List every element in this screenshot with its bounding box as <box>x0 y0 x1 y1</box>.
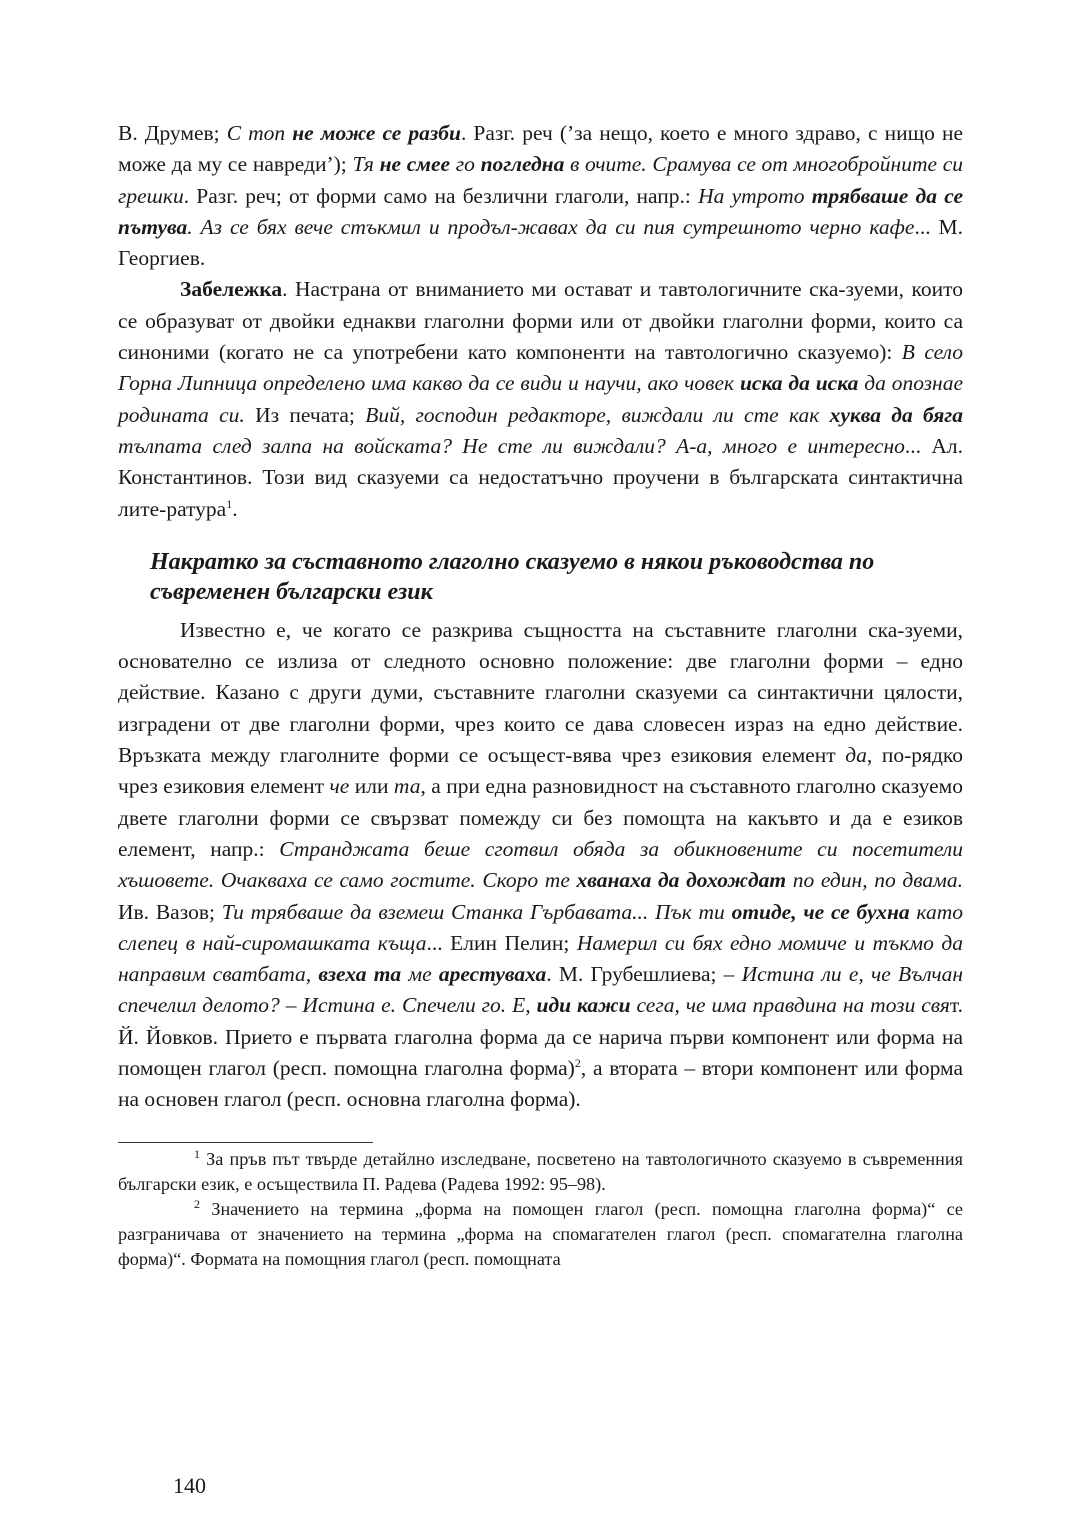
text-run: . Разг. реч; от форми само на безлични глаголи, напр.: <box>183 183 699 208</box>
text-run: Намерил си бях едно момиче и тъкмо да направим сватбата, <box>118 930 963 987</box>
text-run: Значението на термина „форма на помощен глагол (респ. помощна глаголна форма)“ се разграничава от значението на термина „форма на спомагателен глагол (респ. спомагателна глаголна форма)“. Формата на помощния глагол (респ. помощната <box>118 1198 963 1269</box>
section-heading: Накратко за съставното глаголно сказуемо в някои ръководства по съвременен български език <box>150 548 875 605</box>
text-run: В. Друмев; <box>118 121 227 145</box>
text-run: по един, по двама. <box>786 868 963 893</box>
text-run: иска да иска <box>739 371 859 396</box>
text-run: като слепец в най-сиромашката къща <box>118 899 963 955</box>
text-run: го <box>450 152 481 177</box>
text-run: Ив. Вазов; <box>118 899 222 924</box>
text-run: , а втората – втори компонент или форма на основен глагол (респ. основна глаголна форма). <box>118 1056 964 1112</box>
text-run: не може се разби <box>292 121 461 145</box>
text-run: ... Елин Пелин; <box>426 930 577 955</box>
page-content <box>118 118 963 1272</box>
text-run: Известно е, че когато се разкрива същността на съставните глаголни ска-зуеми, основателно се излиза от следното основно положение: две глаголни форми – едно действие. Казано с други думи, съставните глаголни сказуеми са синтактични цялости, изградени от две глаголни форми, чрез които се дава словесен израз на едно действие. Връзката между глаголните форми се осъщест-вява чрез езиковия елемент <box>118 617 963 768</box>
text-run: хванаха да дохождат <box>576 868 787 893</box>
text-run: в очите. Срамува се от многобройните си грешки <box>118 152 964 208</box>
paragraph-note <box>118 274 963 524</box>
footnote-ref: 2 <box>574 1055 581 1070</box>
text-run: Из печата; <box>244 402 366 427</box>
text-run: , а при една разновидност на съставното глаголно сказуемо двете глаголни форми се свързват помежду си без помощта на какъвто и да е езиков елемент, напр.: <box>118 774 963 861</box>
footnote-ref: 1 <box>226 496 233 511</box>
text-run: Забележка <box>180 277 283 302</box>
text-run: . <box>232 496 238 521</box>
text-run: или <box>349 774 394 799</box>
text-run: . Разг. реч (’за нещо, което е много здраво, с нищо не може да му се навреди’); <box>118 121 963 177</box>
text-run: . Настрана от вниманието ми остават и тавтологичните ска-зуеми, които се образуват от двойки еднакви глаголни форми или от двойки глаголни форми, които са синоними (когато не са употребени като компоненти на тавтологично сказуемо): <box>118 277 963 365</box>
footnote-2 <box>118 1197 963 1272</box>
text-run: иди кажи <box>536 993 631 1018</box>
text-run: ... М. Георгиев. <box>118 214 963 271</box>
text-run: погледна <box>480 152 565 177</box>
text-run: взеха та <box>318 962 402 987</box>
paragraph-intro <box>118 118 963 274</box>
text-run: . М. Грубешлиева; <box>546 962 724 987</box>
text-run: хуква да бяга <box>829 402 963 427</box>
text-run: да опознае родината си. <box>118 371 964 427</box>
text-run: – Истина ли е, че Вълчан спечелил делото? – Истина е. Спечели го. Е, <box>118 962 963 1018</box>
footnote-divider <box>118 1142 373 1143</box>
footnote-ref: 1 <box>194 1146 200 1161</box>
text-run: В село Горна Липница определено има какво да се види и научи, ако човек <box>118 340 963 396</box>
text-run: . Аз се бях вече стъкмил и продъл-жавах да си пия сутрешното черно кафе <box>187 214 915 239</box>
footnote-1 <box>118 1147 963 1197</box>
text-run: отиде, че се бухна <box>731 899 910 924</box>
text-run: тълпата след залпа на войската? Не сте ли виждали? А-а, много е интересно <box>118 433 905 458</box>
text-run: т. Й. Йовков. Прието е първата глаголна форма да се нарича първи компонент или форма на помощен глагол (респ. помощна глаголна форма) <box>118 993 963 1081</box>
text-run: Вий, господин редакторе, виждали ли сте как <box>365 402 830 427</box>
text-run: , по-рядко чрез езиковия елемент <box>118 743 963 799</box>
text-run: Странджата беше сготвил обяда за обикновените си посетители хъшовете. Очакваха се само гостите. Скоро те <box>118 836 963 893</box>
text-run: ме <box>401 962 439 987</box>
text-run: За пръв път твърде детайлно изследване, посветено на тавтологичното сказуемо в съвременния български език, е осъществила П. Радева (Радева 1992: 95–98). <box>118 1148 963 1194</box>
footnote-ref: 2 <box>194 1196 200 1211</box>
text-run: та <box>393 774 421 799</box>
text-run: сега, че има правдина на този свя <box>630 993 950 1018</box>
paragraph-body <box>118 615 963 1116</box>
text-run: С топ <box>226 121 293 145</box>
text-run: че <box>329 774 350 799</box>
text-run: трябваше да се пътува <box>118 183 963 239</box>
text-run: арестуваха <box>438 962 547 987</box>
text-run: ... Ал. Константинов. Този вид сказуеми са недостатъчно проучени в българската синтактична лите-ратура <box>118 433 963 521</box>
text-run: Тя <box>352 152 380 177</box>
text-run: Ти трябваше да вземеш Станка Гърбавата... Пък ти <box>221 899 732 924</box>
text-run: да <box>845 743 867 768</box>
text-run: не смее <box>379 152 451 177</box>
page-number: 140 <box>173 1473 206 1498</box>
text-run: На утрото <box>698 183 812 208</box>
